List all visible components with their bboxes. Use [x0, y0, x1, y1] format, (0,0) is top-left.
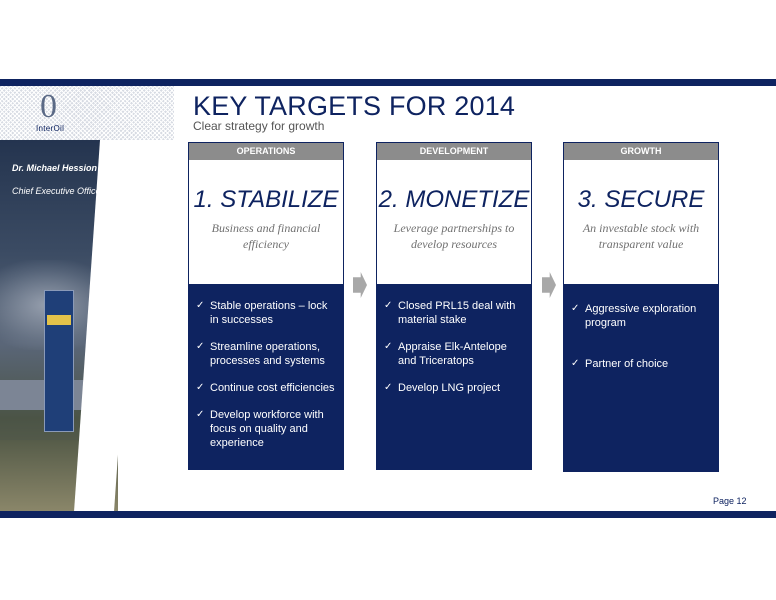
check-icon: ✓ — [196, 382, 205, 393]
company-logo — [0, 86, 174, 140]
arrow-right-icon — [353, 272, 367, 298]
column-bullet-list — [189, 299, 343, 463]
column-title-area — [564, 160, 718, 284]
page-number: Page 12 — [713, 496, 747, 506]
check-icon: ✓ — [196, 300, 205, 311]
list-item — [564, 302, 718, 330]
column-description: An investable stock with transparent value — [582, 221, 700, 251]
arrow-right-icon — [542, 272, 556, 298]
bottom-divider-bar — [0, 511, 776, 518]
list-item-text: Partner of choice — [585, 358, 669, 370]
check-icon: ✓ — [384, 341, 393, 352]
list-item-text: Closed PRL15 deal with material stake — [398, 300, 516, 326]
column-heading: 1. STABILIZE — [193, 186, 339, 213]
list-item — [189, 381, 343, 395]
list-item — [189, 299, 343, 327]
check-icon: ✓ — [196, 341, 205, 352]
check-icon: ✓ — [384, 300, 393, 311]
operations-column — [188, 142, 344, 470]
column-title-area — [189, 160, 343, 284]
check-icon: ✓ — [571, 358, 580, 369]
list-item-text: Appraise Elk-Antelope and Triceratops — [398, 341, 507, 367]
list-item — [189, 408, 343, 450]
list-item-text: Continue cost efficiencies — [210, 382, 335, 394]
check-icon: ✓ — [384, 382, 393, 393]
top-divider-bar — [0, 79, 776, 86]
check-icon: ✓ — [196, 409, 205, 420]
column-heading: 2. MONETIZE — [378, 186, 530, 213]
page-subtitle: Clear strategy for growth — [193, 119, 325, 133]
list-item — [377, 381, 531, 395]
speaker-name: Dr. Michael Hession — [12, 163, 98, 173]
list-item-text: Develop LNG project — [398, 382, 501, 394]
list-item — [564, 357, 718, 371]
speaker-role: Chief Executive Officer — [12, 186, 104, 196]
list-item-text: Aggressive exploration program — [585, 303, 697, 329]
list-item — [189, 340, 343, 368]
column-header: DEVELOPMENT — [377, 143, 531, 160]
list-item-text: Stable operations – lock in successes — [210, 300, 328, 326]
list-item-text: Develop workforce with focus on quality and experience — [210, 409, 324, 449]
column-title-area — [377, 160, 531, 284]
column-heading: 3. SECURE — [577, 186, 705, 213]
column-header: OPERATIONS — [189, 143, 343, 160]
column-bullet-list — [564, 302, 718, 384]
growth-column — [563, 142, 719, 472]
check-icon: ✓ — [571, 303, 580, 314]
list-item — [377, 340, 531, 368]
page-title: KEY TARGETS FOR 2014 — [193, 91, 516, 121]
column-header: GROWTH — [564, 143, 718, 160]
list-item-text: Streamline operations, processes and systems — [210, 341, 325, 367]
logo-mark: 0 — [40, 88, 57, 125]
logo-text: InterOil — [36, 124, 65, 133]
column-bullet-list — [377, 299, 531, 408]
column-description: Business and financial efficiency — [211, 221, 321, 251]
development-column — [376, 142, 532, 470]
photo-fuel-sign — [44, 290, 74, 432]
list-item — [377, 299, 531, 327]
column-description: Leverage partnerships to develop resources — [393, 221, 515, 251]
